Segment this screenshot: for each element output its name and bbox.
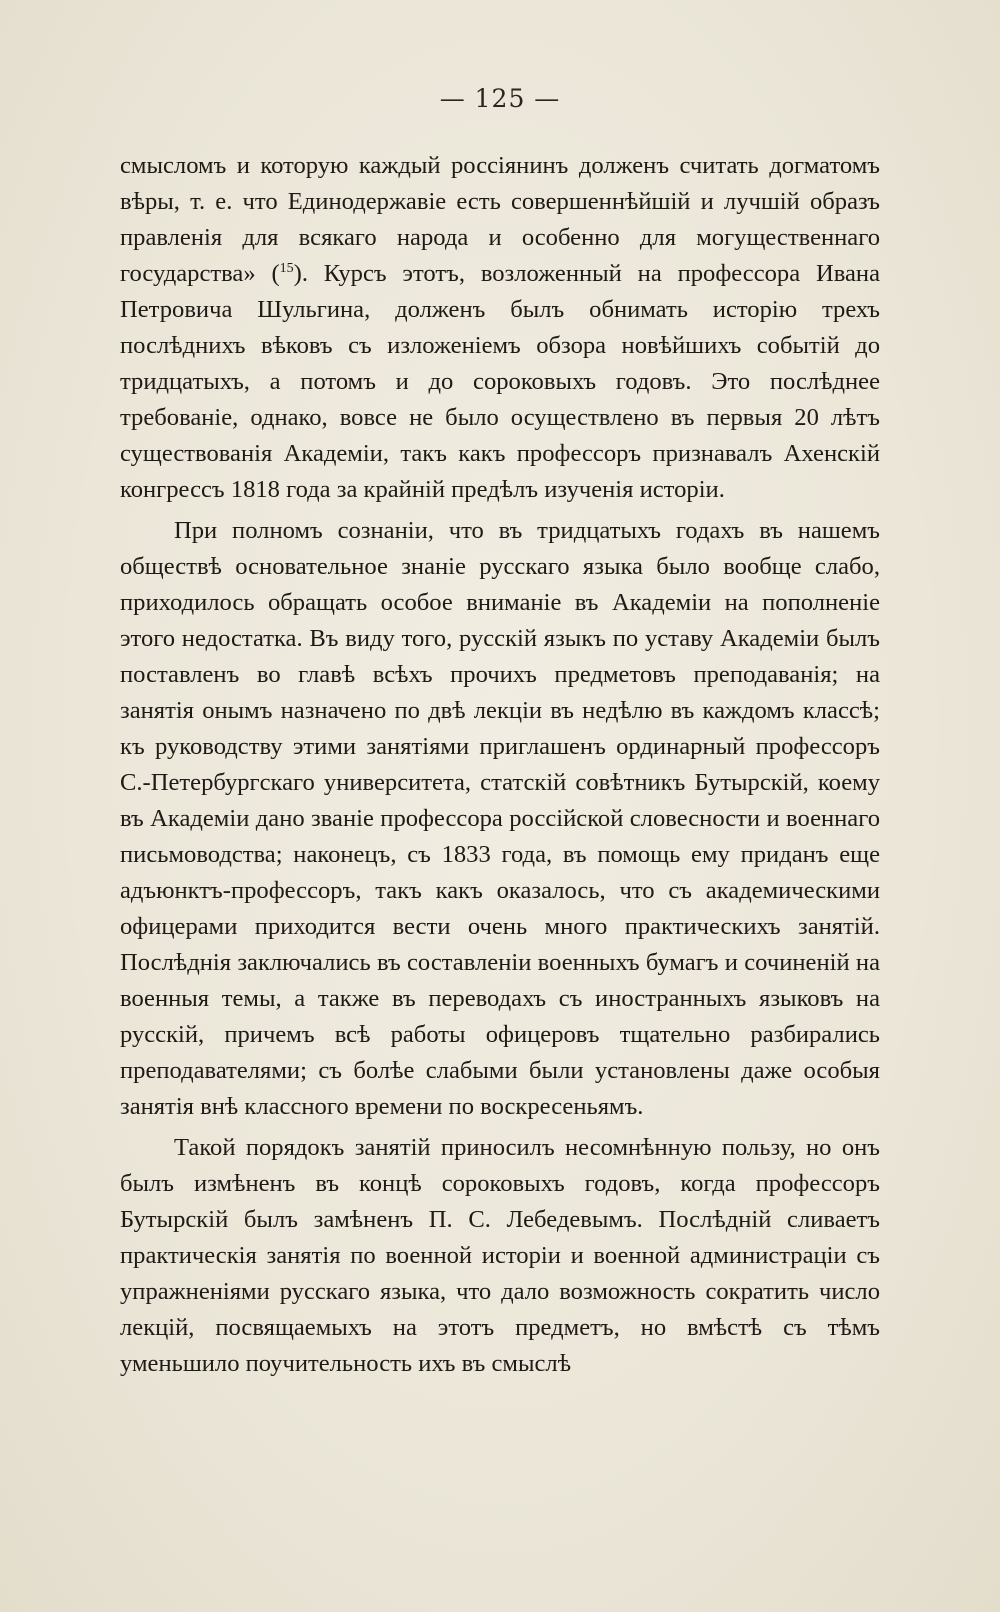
paragraph-1-continuation: ). Курсъ этотъ, возложенный на профессора Ивана Петровича Шульгина, долженъ былъ обнимать исторію трехъ послѣднихъ вѣковъ съ изложеніемъ обзора новѣйшихъ событій до тридцатыхъ, а потомъ и до сороковыхъ годовъ. Это послѣднее требованіе, однако, вовсе не было осуществлено въ первыя 20 лѣтъ существованія Академіи, такъ какъ профессоръ признавалъ Ахенскій конгрессъ 1818 года за крайній предѣлъ изученія исторіи. (120, 260, 880, 503)
page-number: — 125 — (439, 84, 561, 113)
paragraph-2: При полномъ сознаніи, что въ тридцатыхъ годахъ въ нашемъ обществѣ основательное знаніе русскаго языка было вообще слабо, приходилось обращать особое вниманіе въ Академіи на пополненіе этого недостатка. Въ виду того, русскій языкъ по уставу Академіи былъ поставленъ во главѣ всѣхъ прочихъ предметовъ преподаванія; на занятія онымъ назначено по двѣ лекціи въ недѣлю въ каждомъ классѣ; къ руководству этими занятіями приглашенъ ординарный профессоръ С.-Петербургскаго университета, статскій совѣтникъ Бутырскій, коему въ Академіи дано званіе профессора россійской словесности и военнаго письмоводства; наконецъ, съ 1833 года, въ помощь ему приданъ еще адъюнктъ-профессоръ, такъ какъ оказалось, что съ академическими офицерами приходится вести очень много практическихъ занятій. Послѣднія заключались въ составленіи военныхъ бумагъ и сочиненій на военныя темы, а также въ переводахъ съ иностранныхъ языковъ на русскій, причемъ всѣ работы офицеровъ тщательно разбирались преподавателями; съ болѣе слабыми были установлены даже особыя занятія внѣ классного времени по воскресеньямъ. (120, 517, 880, 1120)
body-text (120, 148, 880, 1382)
paragraph-3: Такой порядокъ занятій приносилъ несомнѣнную пользу, но онъ былъ измѣненъ въ концѣ сороковыхъ годовъ, когда профессоръ Бутырскій былъ замѣненъ П. С. Лебедевымъ. Послѣдній сливаетъ практическія занятія по военной исторіи и военной администраціи съ упражненіями русскаго языка, что дало возможность сократить число лекцій, посвящаемыхъ на этотъ предметъ, но вмѣстѣ съ тѣмъ уменьшило поучительность ихъ въ смыслѣ (120, 1134, 880, 1377)
footnote-ref-15[interactable]: 15 (279, 260, 294, 276)
paragraph-1 (120, 148, 880, 508)
paragraph-1-text: смысломъ и которую каждый россіянинъ долженъ считать догматомъ вѣры, т. е. что Единодержавіе есть совершеннѣйшій и лучшій образъ правленія для всякаго народа и особенно для могущественнаго государства» ( (120, 152, 880, 287)
